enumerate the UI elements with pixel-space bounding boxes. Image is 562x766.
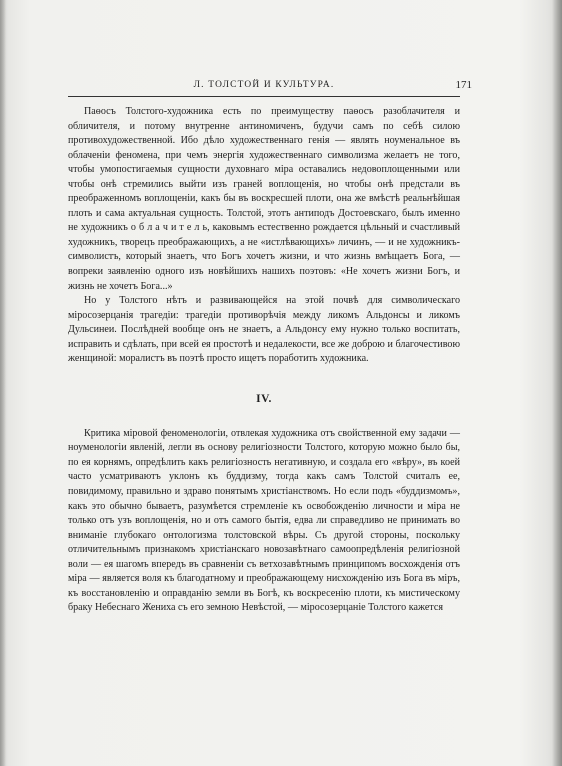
running-title: Л. ТОЛСТОЙ И КУЛЬТУРА.	[193, 80, 335, 90]
running-header	[68, 79, 472, 97]
paragraph-3: Критика міровой феноменологіи, отвлекая художника отъ свойственной ему задачи — ноуменологіи явленій, легли въ основу религіозности Толстого, которую можно было бы, по ея корнямъ, опредѣлить какъ религіозность негативную, и создала его «вѣру», въ коей часто усматриваютъ уклонъ къ буддизму, тогда какъ самъ Толстой считалъ ее, повидимому, правильно и здраво понятымъ христіанствомъ. Но если подъ «буддизмомъ», какъ это обычно бываетъ, разумѣется стремленіе къ освобожденію личности и міра не только отъ узъ воплощенія, но и отъ самого бытія, едва ли справедливо не принимать во вниманіе глубокаго онтологизма толстовской вѣры. Съ другой стороны, поскольку отличительнымъ признакомъ христіанскаго новозавѣтнаго самоопредѣленія религіозной воли — ея шагомъ впередъ въ сравненіи съ ветхозавѣтнымъ принципомъ восхожденія отъ міра — является воля къ благодатному и преображающему нисхожденію изъ Бога въ міръ, къ восстановленію и оправданію земли въ Богѣ, къ воскресенію плоти, къ мистическому браку Небеснаго Жениха съ его земною Невѣстой, — міросозерцаніе Толстого кажется	[68, 427, 460, 614]
page-number: 171	[455, 79, 472, 91]
paragraph-2: Но у Толстого нѣтъ и развивающейся на этой почвѣ для символическаго міросозерцанія трагедіи: трагедіи противорѣчія между ликомъ Альдонсы и ликомъ Дульсинеи. Послѣдней вообще онъ не знаетъ, а Альдонсу ему нужно только воспитать, исправить и сдѣлать, при всей ея простотѣ и недалекости, все же доброю и благочестивою женщиной: моралистъ въ поэтѣ просто ищетъ поработить художника.	[68, 295, 460, 365]
right-edge-shadow	[552, 0, 562, 766]
page-content	[68, 79, 472, 616]
section-heading: IV.	[256, 392, 272, 405]
paragraph-1: Паѳосъ Толстого-художника есть по преимуществу паѳосъ разоблачителя и обличителя, и потому внутренне антиномиченъ, будучи самъ по себѣ силою противохудожественной. Ибо дѣло художественнаго генія — являть ноуменальное въ облаченіи феномена, при чемъ энергія художественнаго символизма желаетъ не того, чтобы умопостигаемыя сущности духовнаго міра оставались недовоплощенными или чтобы онѣ стремились выйти изъ граней воплощенія, но чтобы онѣ предстали въ преображенномъ воплощеніи, какъ бы въ воскресшей плоти, она же вмѣстѣ реальнѣйшая плоть и сама актуальная сущность. Толстой, этотъ антиподъ Достоевскаго, былъ именно не художникъ о б л а ч и т е л ь, каковымъ естественно рождается цѣльный и счастливый художникъ, творецъ преображающихъ, а не «истлѣвающихъ» личинъ, — и не художникъ-символистъ, который знаетъ, что Богъ хочетъ жизни, и что жизнь вмѣщаетъ Бога, — вопреки заявленію одного изъ новѣйшихъ нашихъ поэтовъ: «Не хочетъ жизни Богъ, и жизнь не хочетъ Бога...»	[68, 106, 460, 292]
left-edge-shadow	[0, 0, 6, 766]
